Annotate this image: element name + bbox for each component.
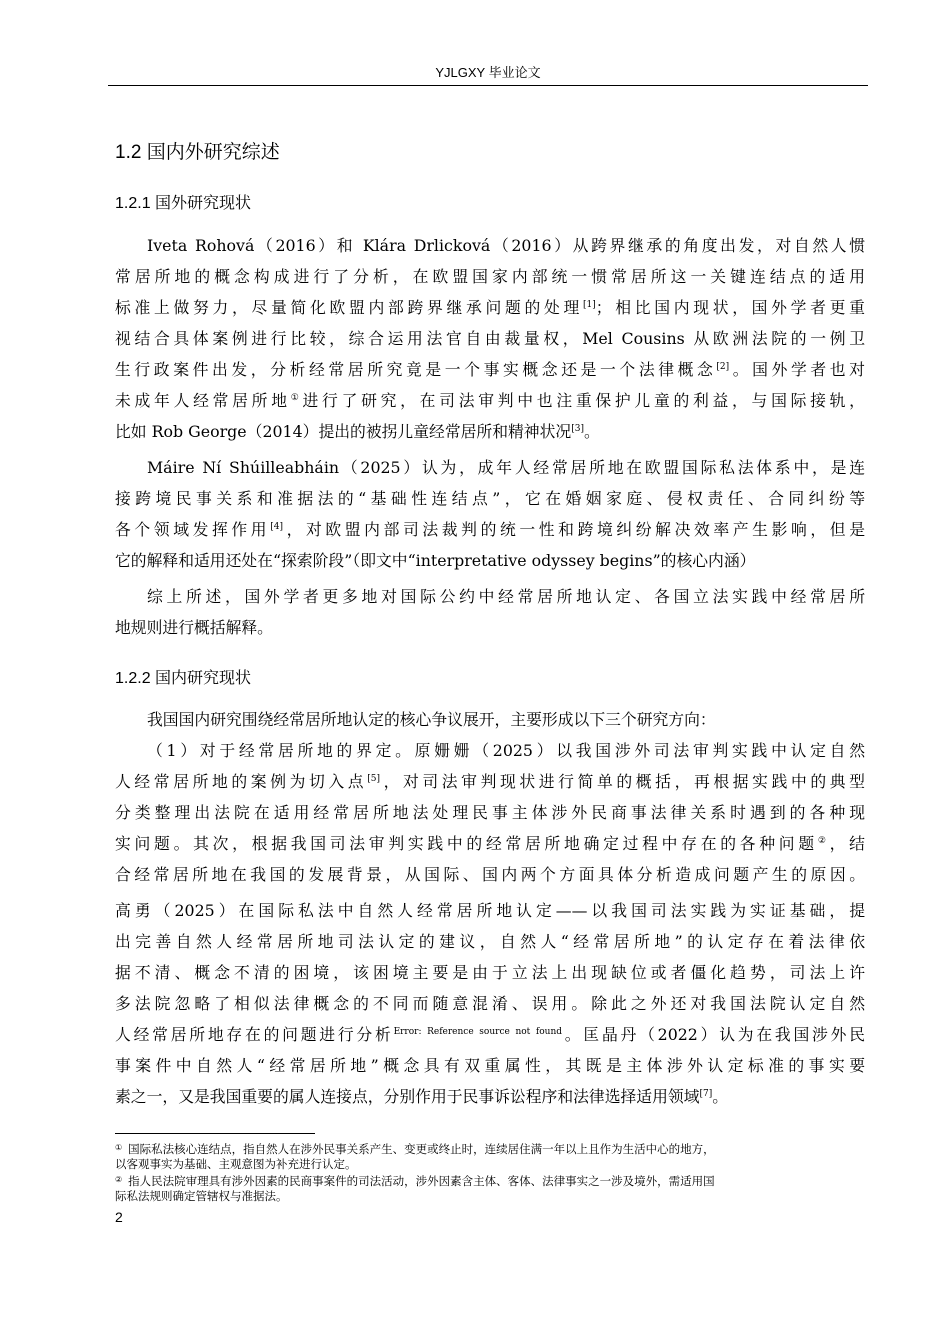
header-rule: [108, 85, 868, 86]
broken-reference[interactable]: Error: Reference source not found: [393, 1027, 563, 1037]
text-line: 高勇（2025）在国际私法中自然人经常居所地认定——以我国司法实践为实证基础，提: [115, 901, 865, 920]
text-line: Máire Ní Shúilleabháin（2025）认为，成年人经常居所地在欧盟国际私法体系中，是连: [147, 458, 865, 477]
paragraph-domestic-1: 我国国内研究围绕经常居所地认定的核心争议展开，主要形成以下三个研究方向：: [147, 710, 716, 729]
text-line: Iveta Rohová（2016）和 Klára Drlicková（2016）从跨界继承的角度出发，对自然人惯: [147, 236, 865, 255]
text-line: 地规则进行概括解释。: [115, 618, 273, 637]
footnote-1-cont: 以客观事实为基础、主观意图为补充进行认定。: [115, 1157, 357, 1171]
footnote-separator: [115, 1133, 315, 1134]
text-line: （1）对于经常居所地的界定。原姗姗（2025）以我国涉外司法审判实践中认定自然: [147, 741, 865, 760]
text-line: 各个领域发挥作用[4]，对欧盟内部司法裁判的统一性和跨境纠纷解决效率产生影响，但是: [115, 520, 865, 539]
running-header: YJLGXY 毕业论文: [435, 65, 541, 80]
section-title: 1.2 国内外研究综述: [115, 142, 280, 163]
footnote-1: ① 国际私法核心连结点，指自然人在涉外民事关系产生、变更或终止时，连续居住满一年以上且作为生活中心的地方，: [115, 1142, 715, 1156]
citation[interactable]: [2]: [716, 362, 730, 372]
text-line: 合经常居所地在我国的发展背景，从国际、国内两个方面具体分析造成问题产生的原因。: [115, 865, 865, 884]
text-line: 它的解释和适用还处在“探索阶段”（即文中“interpretative odyssey begins”的核心内涵）: [115, 551, 756, 570]
text-line: 综上所述，国外学者更多地对国际公约中经常居所地认定、各国立法实践中经常居所: [147, 587, 865, 606]
footnote-mark[interactable]: ①: [290, 393, 303, 403]
footnote-2-cont: 际私法规则确定管辖权与准据法。: [115, 1189, 288, 1203]
text-line: 素之一，又是我国重要的属人连接点，分别作用于民事诉讼程序和法律选择适用领域[7]。: [115, 1087, 729, 1106]
text-line: 标准上做努力，尽量简化欧盟内部跨界继承问题的处理[1]；相比国内现状，国外学者更重: [115, 298, 865, 317]
text-line: 多法院忽略了相似法律概念的不同而随意混淆、误用。除此之外还对我国法院认定自然: [115, 994, 865, 1013]
text-line: 出完善自然人经常居所地司法认定的建议，自然人“经常居所地”的认定存在着法律依: [115, 932, 865, 951]
footnote-mark[interactable]: ②: [817, 836, 830, 846]
text-line: 分类整理出法院在适用经常居所地法处理民事主体涉外民商事法律关系时遇到的各种现: [115, 803, 865, 822]
text-line: 事案件中自然人“经常居所地”概念具有双重属性，其既是主体涉外认定标准的事实要: [115, 1056, 865, 1075]
text-line: 生行政案件出发，分析经常居所究竟是一个事实概念还是一个法律概念[2]。国外学者也对: [115, 360, 865, 379]
citation[interactable]: [1]: [582, 300, 596, 310]
text-line: 接跨境民事关系和准据法的“基础性连结点”，它在婚姻家庭、侵权责任、合同纠纷等: [115, 489, 865, 508]
footnote-marker: ②: [115, 1175, 123, 1184]
citation[interactable]: [5]: [367, 774, 380, 784]
subsection-title-foreign: 1.2.1 国外研究现状: [115, 195, 252, 212]
text-line: 人经常居所地存在的问题进行分析$^{Error: Reference source not found}$。匡晶丹（2022）认为在我国涉外民: [115, 1025, 865, 1044]
text-line: 实问题。其次，根据我国司法审判实践中的经常居所地确定过程中存在的各种问题②，结: [115, 834, 865, 853]
footnote-marker: ①: [115, 1143, 123, 1152]
text-line: 视结合具体案例进行比较，综合运用法官自由裁量权，Mel Cousins 从欧洲法院的一例卫: [115, 329, 865, 348]
footnote-2: ② 指人民法院审理具有涉外因素的民商事案件的司法活动，涉外因素含主体、客体、法律事实之一涉及境外，需适用国: [115, 1174, 715, 1188]
subsection-title-domestic: 1.2.2 国内研究现状: [115, 670, 252, 687]
citation[interactable]: [4]: [270, 522, 283, 532]
text-line: 未成年人经常居所地①进行了研究，在司法审判中也注重保护儿童的利益，与国际接轨，: [115, 391, 865, 410]
text-line: 比如 Rob George（2014）提出的被拐儿童经常居所和精神状况[3]。: [115, 422, 600, 441]
citation[interactable]: [7]: [699, 1089, 713, 1099]
page-number: 2: [115, 1209, 123, 1225]
citation[interactable]: [3]: [571, 424, 584, 434]
text-line: 常居所地的概念构成进行了分析，在欧盟国家内部统一惯常居所这一关键连结点的适用: [115, 267, 865, 286]
text-line: 人经常居所地的案例为切入点[5]，对司法审判现状进行简单的概括，再根据实践中的典型: [115, 772, 865, 791]
text-line: 据不清、概念不清的困境，该困境主要是由于立法上出现缺位或者僵化趋势，司法上许: [115, 963, 865, 982]
